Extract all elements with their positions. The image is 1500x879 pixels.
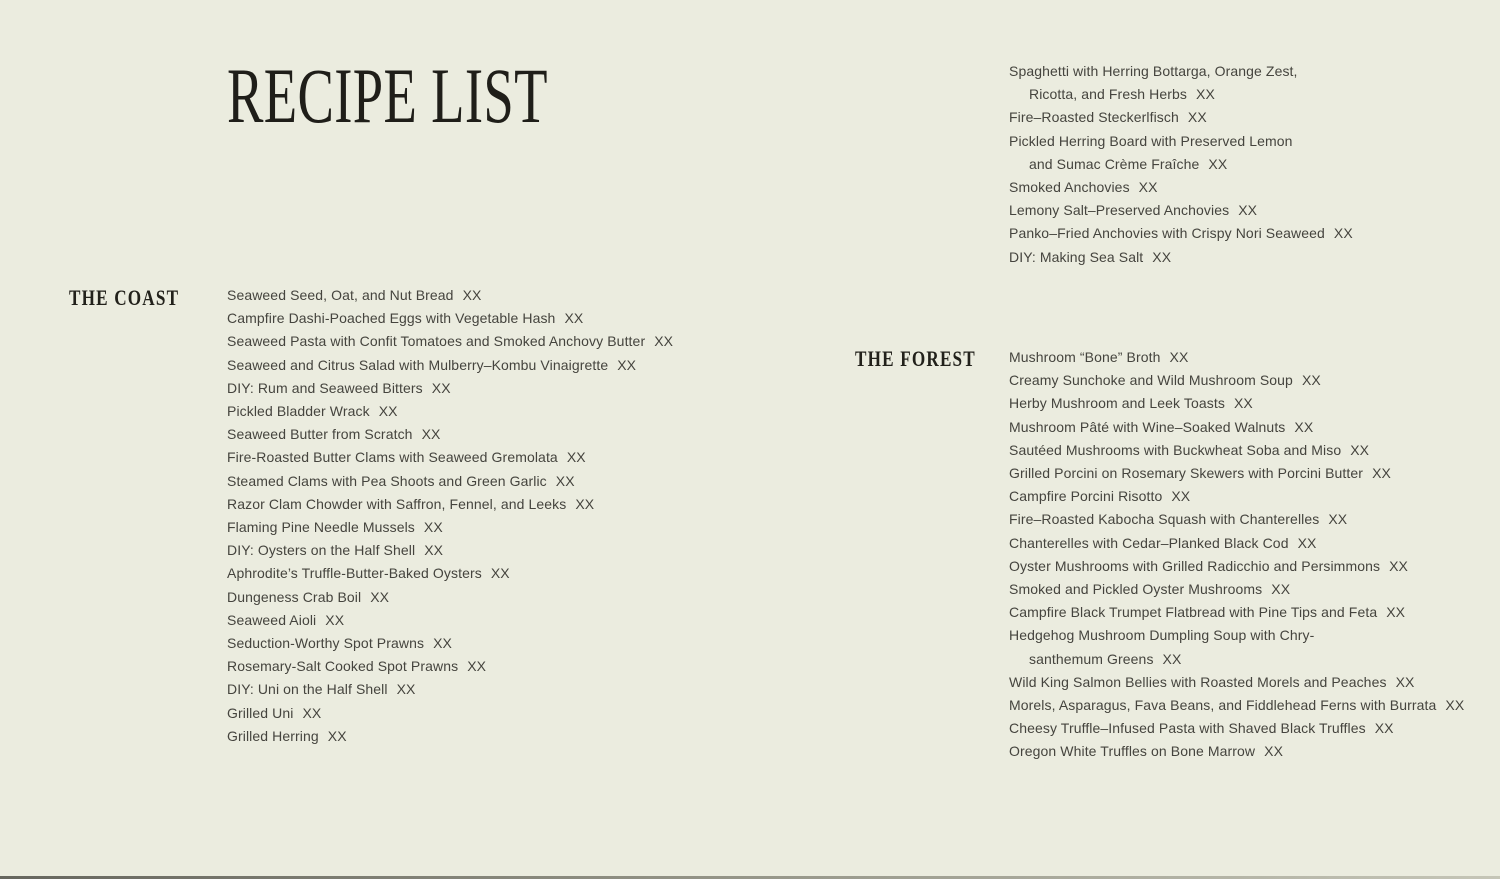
recipe-page-number: XX (327, 727, 347, 744)
recipe-item (1009, 369, 1464, 392)
recipe-title: Creamy Sunchoke and Wild Mushroom Soup (1009, 372, 1293, 389)
recipe-title-line (1009, 485, 1464, 508)
recipe-title-line (1009, 532, 1464, 555)
recipe-title-line (1009, 246, 1353, 269)
recipe-item (227, 307, 673, 330)
recipe-item (1009, 717, 1464, 740)
recipe-title-line (1009, 369, 1464, 392)
recipe-title: Lemony Salt–Preserved Anchovies (1009, 202, 1230, 219)
recipe-item (227, 539, 673, 562)
recipe-item (227, 702, 673, 725)
recipe-page-number: XX (1138, 179, 1158, 196)
recipe-title: Seaweed Aioli (227, 611, 317, 628)
recipe-page-number: XX (1264, 743, 1284, 760)
recipe-page-number: XX (1395, 673, 1415, 690)
recipe-item (1009, 176, 1353, 199)
recipe-title-line (1009, 130, 1353, 153)
recipe-title: DIY: Uni on the Half Shell (227, 681, 388, 698)
recipe-title-line (1009, 578, 1464, 601)
recipe-title-line (227, 586, 673, 609)
recipe-title-line (227, 330, 673, 353)
recipe-title-line (1009, 439, 1464, 462)
recipe-title: Pickled Bladder Wrack (227, 403, 370, 420)
recipe-item (1009, 694, 1464, 717)
recipe-page-number: XX (1271, 581, 1291, 598)
recipe-title-line (1009, 508, 1464, 531)
recipe-item (1009, 60, 1353, 106)
recipe-page-number: XX (370, 588, 390, 605)
recipe-item (1009, 555, 1464, 578)
recipe-title: Oregon White Truffles on Bone Marrow (1009, 743, 1256, 760)
recipe-title: Sautéed Mushrooms with Buckwheat Soba and Miso (1009, 441, 1342, 458)
recipe-title-line (1009, 462, 1464, 485)
recipe-page-number: XX (617, 356, 637, 373)
recipe-page-number: XX (490, 565, 510, 582)
recipe-title: DIY: Making Sea Salt (1009, 248, 1144, 265)
recipe-item (1009, 222, 1353, 245)
recipe-title: Campfire Dashi-Poached Eggs with Vegetable Hash (227, 310, 556, 327)
recipe-page-number: XX (396, 681, 416, 698)
recipe-title-line (1009, 717, 1464, 740)
recipe-title-line (1009, 694, 1464, 717)
recipe-page-number: XX (1374, 720, 1394, 737)
recipe-title-line (1009, 740, 1464, 763)
recipe-title: Mushroom Pâté with Wine–Soaked Walnuts (1009, 418, 1286, 435)
recipe-item (227, 423, 673, 446)
recipe-item (227, 725, 673, 748)
recipe-page-number: XX (564, 310, 584, 327)
recipe-title: Herby Mushroom and Leek Toasts (1009, 395, 1225, 412)
recipe-title: and Sumac Crème Fraîche (1029, 155, 1200, 172)
recipe-title-line (1009, 555, 1464, 578)
recipe-page-number: XX (423, 519, 443, 536)
recipe-title: DIY: Oysters on the Half Shell (227, 542, 416, 559)
recipe-title-line (1009, 671, 1464, 694)
page-title: RECIPE LIST (227, 52, 548, 139)
recipe-item (1009, 199, 1353, 222)
recipe-item (1009, 130, 1353, 176)
recipe-title-line (227, 609, 673, 632)
recipe-title: Razor Clam Chowder with Saffron, Fennel, and Leeks (227, 495, 567, 512)
recipe-item (1009, 485, 1464, 508)
recipe-item (227, 586, 673, 609)
recipe-title: Morels, Asparagus, Fava Beans, and Fiddlehead Ferns with Burrata (1009, 697, 1437, 714)
recipe-page-number: XX (1328, 511, 1348, 528)
recipe-title: Grilled Herring (227, 727, 319, 744)
recipe-item (227, 446, 673, 469)
recipe-page-number: XX (555, 472, 575, 489)
recipe-page-number: XX (1208, 155, 1228, 172)
recipe-page-number: XX (431, 379, 451, 396)
forest-recipe-list (1009, 346, 1464, 764)
recipe-page-number: XX (1389, 557, 1408, 574)
recipe-item (227, 632, 673, 655)
recipe-page-number: XX (1233, 395, 1253, 412)
recipe-title-line (1009, 346, 1464, 369)
recipe-page-number: XX (1445, 697, 1465, 714)
recipe-title: Seaweed Pasta with Confit Tomatoes and Smoked Anchovy Butter (227, 333, 646, 350)
section-label-the-coast: THE COAST (69, 285, 180, 310)
recipe-page-number: XX (654, 333, 674, 350)
recipe-item (227, 562, 673, 585)
recipe-item (227, 655, 673, 678)
recipe-page-number: XX (1301, 372, 1321, 389)
recipe-title-line (227, 516, 673, 539)
recipe-title: Campfire Porcini Risotto (1009, 488, 1163, 505)
recipe-title: Grilled Porcini on Rosemary Skewers with Porcini Butter (1009, 465, 1364, 482)
recipe-title-wrapped-line (1009, 153, 1353, 176)
recipe-item (1009, 740, 1464, 763)
recipe-title-line (1009, 176, 1353, 199)
recipe-item (1009, 416, 1464, 439)
recipe-title: Rosemary-Salt Cooked Spot Prawns (227, 658, 459, 675)
recipe-title: Panko–Fried Anchovies with Crispy Nori Seaweed (1009, 225, 1325, 242)
coast-continuation-recipe-list (1009, 60, 1353, 269)
recipe-title: Flaming Pine Needle Mussels (227, 519, 415, 536)
recipe-title: Seaweed Butter from Scratch (227, 426, 413, 443)
recipe-title-line (227, 354, 673, 377)
recipe-item (1009, 508, 1464, 531)
recipe-title-line (227, 725, 673, 748)
recipe-title: Oyster Mushrooms with Grilled Radicchio and Persimmons (1009, 557, 1381, 574)
recipe-title-line (227, 423, 673, 446)
recipe-title: Seaweed and Citrus Salad with Mulberry–Kombu Vinaigrette (227, 356, 609, 373)
recipe-page-number: XX (1372, 465, 1391, 482)
section-label-the-forest: THE FOREST (855, 346, 976, 371)
recipe-title-line (227, 400, 673, 423)
recipe-item (1009, 106, 1353, 129)
recipe-title: Cheesy Truffle–Infused Pasta with Shaved Black Truffles (1009, 720, 1366, 737)
recipe-title-line (227, 539, 673, 562)
recipe-title-line (1009, 392, 1464, 415)
recipe-page-number: XX (1294, 418, 1314, 435)
recipe-title-line (1009, 106, 1353, 129)
recipe-title: Wild King Salmon Bellies with Roasted Morels and Peaches (1009, 673, 1387, 690)
recipe-title: Smoked Anchovies (1009, 179, 1130, 196)
recipe-title: Steamed Clams with Pea Shoots and Green Garlic (227, 472, 547, 489)
recipe-item (1009, 624, 1464, 670)
recipe-page-number: XX (302, 704, 322, 721)
recipe-title: Chanterelles with Cedar–Planked Black Cod (1009, 534, 1289, 551)
recipe-page-number: XX (1171, 488, 1191, 505)
recipe-title: Fire–Roasted Steckerlfisch (1009, 109, 1179, 126)
recipe-item (227, 330, 673, 353)
recipe-title: Seaweed Seed, Oat, and Nut Bread (227, 287, 454, 303)
recipe-page-number: XX (378, 403, 398, 420)
recipe-page-number: XX (1162, 650, 1182, 667)
recipe-title-line (227, 493, 673, 516)
recipe-title-line (227, 562, 673, 585)
recipe-title: Hedgehog Mushroom Dumpling Soup with Chry- (1009, 627, 1315, 644)
recipe-page-number: XX (433, 635, 452, 652)
recipe-title: Smoked and Pickled Oyster Mushrooms (1009, 581, 1263, 598)
recipe-title: Mushroom “Bone” Broth (1009, 349, 1161, 365)
recipe-title-line (1009, 60, 1353, 83)
recipe-title-line (1009, 222, 1353, 245)
recipe-title-wrapped-line (1009, 648, 1464, 671)
recipe-item (227, 284, 673, 307)
recipe-page-number: XX (421, 426, 441, 443)
recipe-item (1009, 439, 1464, 462)
recipe-item (1009, 532, 1464, 555)
recipe-title: santhemum Greens (1029, 650, 1154, 667)
recipe-title-wrapped-line (1009, 83, 1353, 106)
recipe-title: Dungeness Crab Boil (227, 588, 362, 605)
recipe-page-number: XX (462, 287, 482, 303)
recipe-page-number: XX (424, 542, 444, 559)
recipe-page-number: XX (566, 449, 586, 466)
recipe-title: Aphrodite’s Truffle-Butter-Baked Oysters (227, 565, 482, 582)
recipe-item (1009, 601, 1464, 624)
recipe-item (227, 400, 673, 423)
recipe-title-line (227, 470, 673, 493)
recipe-page-number: XX (325, 611, 345, 628)
recipe-title-line (227, 307, 673, 330)
recipe-title-line (227, 284, 673, 307)
recipe-title-line (227, 632, 673, 655)
recipe-item (1009, 246, 1353, 269)
recipe-page-number: XX (1238, 202, 1258, 219)
recipe-item (227, 493, 673, 516)
recipe-title-line (1009, 601, 1464, 624)
recipe-page-number: XX (467, 658, 487, 675)
recipe-item (1009, 392, 1464, 415)
recipe-title: Fire–Roasted Kabocha Squash with Chanterelles (1009, 511, 1320, 528)
recipe-title-line (1009, 199, 1353, 222)
recipe-title: Fire-Roasted Butter Clams with Seaweed Gremolata (227, 449, 558, 466)
recipe-title: Campfire Black Trumpet Flatbread with Pine Tips and Feta (1009, 604, 1378, 621)
recipe-title: Pickled Herring Board with Preserved Lemon (1009, 132, 1293, 149)
recipe-title-line (227, 446, 673, 469)
recipe-title: Ricotta, and Fresh Herbs (1029, 86, 1188, 103)
recipe-title-line (1009, 624, 1464, 647)
recipe-item (1009, 578, 1464, 601)
recipe-item (227, 354, 673, 377)
recipe-page-number: XX (1169, 349, 1189, 365)
recipe-item (1009, 346, 1464, 369)
recipe-title: Seduction-Worthy Spot Prawns (227, 635, 425, 652)
coast-recipe-list (227, 284, 673, 748)
recipe-item (1009, 671, 1464, 694)
recipe-page-number: XX (575, 495, 595, 512)
recipe-title-line (227, 655, 673, 678)
recipe-title-line (1009, 416, 1464, 439)
recipe-page-number: XX (1333, 225, 1353, 242)
recipe-title-line (227, 702, 673, 725)
recipe-item (227, 470, 673, 493)
recipe-item (1009, 462, 1464, 485)
recipe-title-line (227, 678, 673, 701)
recipe-page-number: XX (1196, 86, 1215, 103)
recipe-page-number: XX (1350, 441, 1370, 458)
recipe-item (227, 516, 673, 539)
recipe-page-number: XX (1187, 109, 1207, 126)
recipe-title: DIY: Rum and Seaweed Bitters (227, 379, 423, 396)
recipe-title-line (227, 377, 673, 400)
recipe-page-number: XX (1152, 248, 1172, 265)
recipe-page-number: XX (1386, 604, 1406, 621)
recipe-title: Grilled Uni (227, 704, 294, 721)
recipe-item (227, 377, 673, 400)
recipe-page-number: XX (1297, 534, 1317, 551)
recipe-item (227, 678, 673, 701)
recipe-title: Spaghetti with Herring Bottarga, Orange Zest, (1009, 63, 1298, 79)
recipe-item (227, 609, 673, 632)
